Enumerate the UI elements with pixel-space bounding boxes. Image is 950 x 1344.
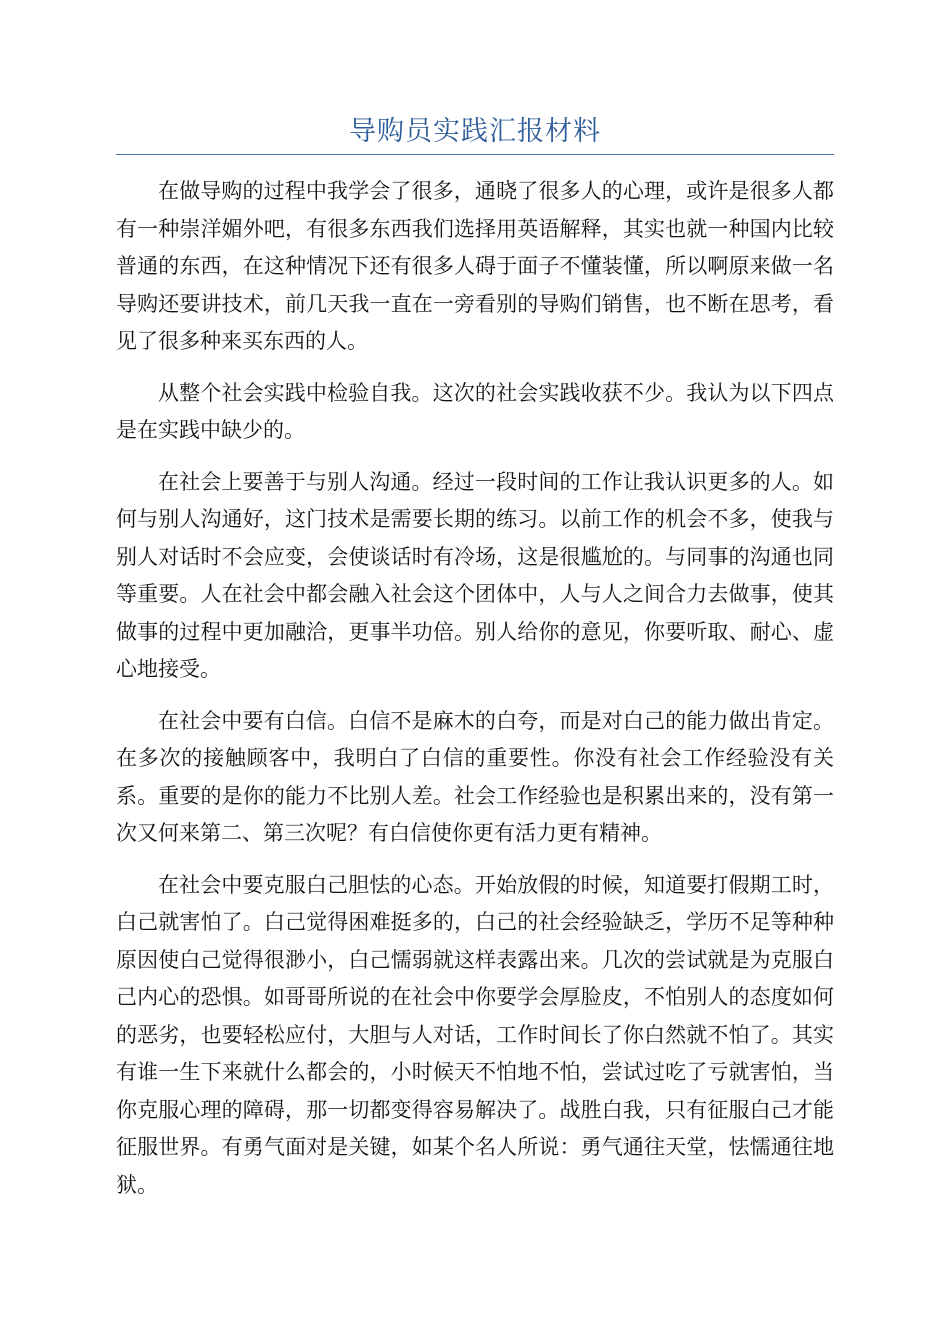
paragraph-1: 在做导购的过程中我学会了很多，通晓了很多人的心理，或许是很多人都有一种崇洋媚外吧，有很多东西我们选择用英语解释，其实也就一种国内比较普通的东西，在这种情况下还有很多人碍于面子不懂装懂，所以啊原来做一名导购还要讲技术，前几天我一直在一旁看别的导购们销售，也不断在思考，看见了很多种来买东西的人。 bbox=[116, 179, 834, 353]
paragraph-4: 在社会中要有白信。白信不是麻木的白夸，而是对白己的能力做出肯定。在多次的接触顾客中，我明白了白信的重要性。你没有社会工作经验没有关系。重要的是你的能力不比别人差。社会工作经验也是积累出来的，没有第一次又何来第二、第三次呢？有白信使你更有活力更有精神。 bbox=[116, 708, 834, 845]
document-title: 导购员实践汇报材料 bbox=[349, 116, 601, 147]
paragraph-3: 在社会上要善于与别人沟通。经过一段时间的工作让我认识更多的人。如何与别人沟通好，这门技术是需要长期的练习。以前工作的机会不多，使我与别人对话时不会应变，会使谈话时有冷场，这是很尴尬的。与同事的沟通也同等重要。人在社会中都会融入社会这个团体中，人与人之间合力去做事，使其做事的过程中更加融洽，更事半功倍。别人给你的意见，你要听取、耐心、虚心地接受。 bbox=[116, 469, 834, 681]
paragraph-5: 在社会中要克服白己胆怯的心态。开始放假的时候，知道要打假期工时，白己就害怕了。白己觉得困难挺多的，白己的社会经验缺乏，学历不足等种种原因使白己觉得很渺小，白己懦弱就这样表露出来。几次的尝试就是为克服白己内心的恐惧。如哥哥所说的在社会中你要学会厚脸皮，不怕别人的态度如何的恶劣，也要轻松应付，大胆与人对话，工作时间长了你白然就不怕了。其实有谁一生下来就什么都会的，小时候天不怕地不怕，尝试过吃了亏就害怕，当你克服心理的障碍，那一切都变得容易解决了。战胜白我，只有征服白己才能征服世界。有勇气面对是关键，如某个名人所说：勇气通往天堂，怯懦通往地狱。 bbox=[116, 872, 834, 1197]
title-underline bbox=[116, 154, 834, 155]
document-body bbox=[116, 173, 834, 1218]
paragraph-2: 从整个社会实践中检验自我。这次的社会实践收获不少。我认为以下四点是在实践中缺少的。 bbox=[116, 380, 834, 442]
